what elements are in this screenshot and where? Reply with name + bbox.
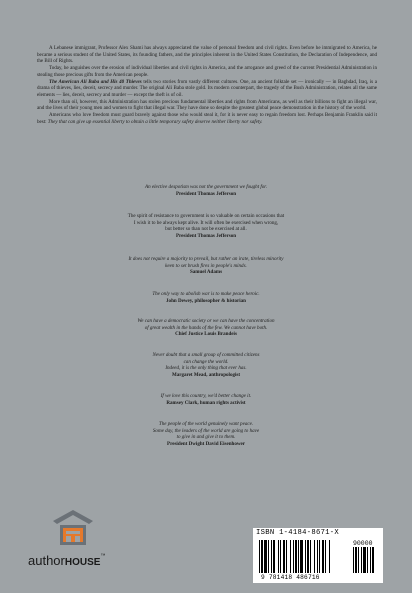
quote-7 — [60, 393, 352, 406]
paragraph-5 — [37, 112, 377, 125]
quote-1 — [60, 184, 352, 197]
barcode-bar — [314, 540, 315, 573]
book-title: The American Ali Baba and His 40 Thieves — [49, 78, 142, 85]
isbn-barcode — [253, 528, 383, 583]
barcode-bar — [273, 540, 275, 573]
quote-line: of great wealth in the hands of the few. We cannot have both. — [144, 324, 268, 331]
franklin-quote: They that can give up essential liberty to obtain a little temporary safety deserve neither liberty nor safety. — [47, 118, 263, 125]
barcode-bar — [278, 540, 279, 573]
quote-author: Ramsey Clark, human rights activist — [166, 399, 246, 406]
paragraph-2: Today, he anguishes over the erosion of individual liberties and civil rights in America, and the arrogance and greed of the current Presidential Administration in stealing those precious gifts from the American people. — [37, 65, 377, 78]
barcode-bar — [317, 540, 318, 573]
barcode-digits: 9 781418 486716 — [261, 574, 320, 581]
barcode-bar — [259, 540, 260, 573]
quote-author: President Thomas Jefferson — [175, 232, 237, 239]
quote-line: The spirit of resistance to government is so valuable on certain occasions that — [127, 213, 285, 219]
barcode-bar — [363, 547, 366, 573]
paragraph-1: A Lebanese immigrant, Professor Alex Shami has always appreciated the value of personal freedom and civil rights. Even before he immigrated to America, he became a serious student of the United States, its founding fathers, and the principles inherent in the United States Constitution, the Declaration of Independence, and the Bill of Rights. — [37, 45, 377, 65]
quote-line: The only way to abolish war is to make peace heroic. — [152, 291, 260, 297]
quote-line: but better so than not be exercised at all. — [165, 226, 247, 233]
isbn-number: ISBN 1-4184-8671-X — [256, 529, 340, 537]
barcode-bar — [300, 540, 303, 573]
barcode-bar — [307, 540, 309, 573]
quote-line: We can have a democratic society or we can have the concentration — [137, 318, 275, 324]
barcode-bar — [290, 540, 291, 573]
barcode-bar — [353, 547, 354, 573]
quote-8 — [60, 421, 352, 447]
barcode-bar — [355, 547, 357, 573]
barcode-bar — [310, 540, 311, 573]
quote-line: An elective despotism was not the government we fought for. — [145, 184, 267, 190]
quote-3 — [60, 256, 352, 276]
quote-author: President Dwight David Eisenhower — [167, 440, 245, 447]
barcode-bar — [358, 547, 359, 573]
house-icon — [52, 509, 94, 547]
back-cover-description — [37, 45, 377, 125]
quote-author: Margaret Mead, anthropologist — [171, 371, 241, 378]
quote-line: Never doubt that a small group of committed citizens — [152, 352, 260, 358]
quote-4 — [60, 291, 352, 304]
quote-line: Some day, the leaders of the world are going to have — [152, 427, 260, 434]
barcode-bar — [283, 540, 285, 573]
quote-line: Indeed, it is the only thing that ever has. — [165, 365, 247, 372]
barcode-bar — [329, 540, 330, 573]
publisher-name — [28, 553, 120, 568]
barcode-bar — [367, 547, 368, 573]
price-code: 90000 — [353, 540, 373, 547]
barcode-bar — [361, 547, 362, 573]
quote-author: President Thomas Jefferson — [175, 190, 237, 197]
barcode-bar — [280, 540, 281, 573]
paragraph-4: More than oil, however, this Administration has stolen precious fundamental liberties and rights from Americans, as well as their billions to fight an illegal war, and the lives of their young men and women to fight that illegal war. They have done so despite the greatest global peace demonstration in the history of the world. — [37, 98, 377, 112]
quote-line: The people of the world genuinely want peace. — [158, 421, 254, 427]
barcode-bar — [271, 540, 272, 573]
logo-house-text: HOUSE — [64, 557, 101, 568]
barcode-bar — [319, 540, 320, 573]
barcode-bar — [305, 540, 306, 573]
barcode-bar — [298, 540, 299, 573]
barcode-bar — [295, 540, 297, 573]
barcode-bar — [372, 547, 374, 573]
authorhouse-logo — [28, 509, 120, 581]
quote-2 — [60, 213, 352, 239]
logo-author-text: author — [28, 553, 65, 568]
quote-line: It does not require a majority to prevail, but rather an irate, tireless minority — [128, 256, 284, 262]
paragraph-5-text: Americans who love freedom must guard bravely against those who would steal it, for it is never easy to regain freedom lost. Perhaps Benjamin Franklin said it best: — [37, 112, 377, 125]
barcode-bar — [370, 547, 371, 573]
paragraph-3 — [37, 79, 377, 99]
quote-author: Samuel Adams — [189, 269, 223, 276]
quote-line: can change the world. — [183, 358, 229, 365]
trademark: ™ — [100, 553, 106, 559]
barcode-bar — [293, 540, 294, 573]
quote-6 — [60, 352, 352, 378]
barcode-bar — [325, 540, 326, 573]
quote-author: Chief Justice Louis Brandeis — [175, 331, 237, 338]
barcode-bar — [322, 540, 324, 573]
quote-line: I wish it to be always kept alive. It will often be exercised when wrong, — [133, 219, 279, 226]
barcode-bar — [286, 540, 287, 573]
quote-author: John Dewey, philosopher & historian — [166, 297, 246, 304]
barcode-bar — [268, 540, 269, 573]
quote-line: to give in and give it to them. — [176, 434, 236, 441]
barcode-bar — [264, 540, 267, 573]
quote-5 — [60, 318, 352, 338]
quote-line: keen to set brush fires in people's minds. — [165, 262, 247, 269]
quote-line: If we love this country, we'd better change it. — [160, 393, 252, 399]
paragraph-3-text: tells two stories from vastly different cultures. One, an ancient folktale set — ironically — in Baghdad, Iraq, is a drama of thieves, lies, deceit, secrecy and murder. The original Ali Baba stole gold. Its modern counterpart, the tragedy of the Bush Administration, relates all the same elements — lies, deceit, secrecy and murder — except the theft is of oil. — [37, 78, 377, 98]
barcode-bar — [261, 540, 263, 573]
